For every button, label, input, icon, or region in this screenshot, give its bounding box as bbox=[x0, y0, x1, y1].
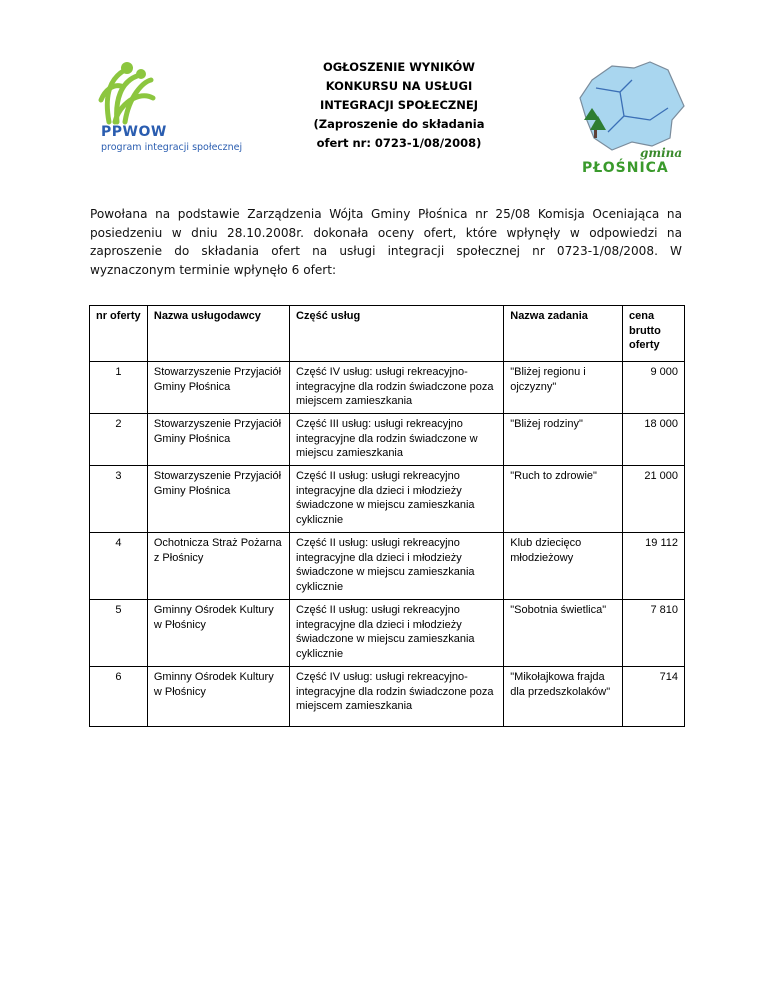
price: 19 112 bbox=[623, 533, 685, 600]
provider-name: Stowarzyszenie Przyjaciół Gminy Płośnica bbox=[147, 362, 289, 414]
provider-name: Gminny Ośrodek Kultury w Płośnicy bbox=[147, 667, 289, 727]
service-part: Część II usług: usługi rekreacyjno integracyjne dla dzieci i młodzieży świadczone w miejscu zamieszkania cyklicznie bbox=[290, 466, 504, 533]
ppwow-name: PPWOW bbox=[101, 124, 167, 140]
intro-paragraph: Powołana na podstawie Zarządzenia Wójta Gminy Płośnica nr 25/08 Komisja Oceniająca na posiedzeniu w dniu 28.10.2008r. dokonała oceny ofert, które wpłynęły w odpowiedzi na zaproszenie do składania ofert na usługi integracji społecznej nr 0723-1/08/2008. W wyznaczonym terminie wpłynęło 6 ofert: bbox=[90, 207, 682, 277]
map-icon bbox=[572, 58, 690, 158]
offers-table bbox=[89, 305, 685, 727]
service-part: Część II usług: usługi rekreacyjno integracyjne dla dzieci i młodzieży świadczone w miejscu zamieszkania cyklicznie bbox=[290, 533, 504, 600]
plosnica-word: PŁOŚNICA bbox=[582, 160, 669, 176]
ppwow-logo bbox=[95, 60, 275, 160]
service-part: Część II usług: usługi rekreacyjno integracyjne dla dzieci i młodzieży świadczone w miejscu zamieszkania cyklicznie bbox=[290, 600, 504, 667]
table-row bbox=[90, 533, 685, 600]
announcement-title bbox=[288, 58, 510, 153]
service-part: Część IV usług: usługi rekreacyjno-integracyjne dla rodzin świadczone poza miejscem zamieszkania bbox=[290, 667, 504, 727]
price: 18 000 bbox=[623, 414, 685, 466]
offer-number: 1 bbox=[90, 362, 148, 414]
title-line: INTEGRACJI SPOŁECZNEJ bbox=[319, 98, 479, 112]
gmina-plosnica-logo bbox=[572, 58, 690, 178]
service-part: Część IV usług: usługi rekreacyjno-integracyjne dla rodzin świadczone poza miejscem zamieszkania bbox=[290, 362, 504, 414]
price: 7 810 bbox=[623, 600, 685, 667]
table-row bbox=[90, 466, 685, 533]
provider-name: Stowarzyszenie Przyjaciół Gminy Płośnica bbox=[147, 466, 289, 533]
gmina-word: gmina bbox=[640, 146, 683, 160]
table-row bbox=[90, 667, 685, 727]
task-name: "Bliżej regionu i ojczyzny" bbox=[504, 362, 623, 414]
title-line: KONKURSU NA USŁUGI bbox=[325, 79, 473, 93]
offer-number: 5 bbox=[90, 600, 148, 667]
header-offer-number: nr oferty bbox=[90, 306, 148, 362]
ppwow-tree-icon bbox=[95, 60, 275, 130]
header-task-name: Nazwa zadania bbox=[504, 306, 623, 362]
provider-name: Gminny Ośrodek Kultury w Płośnicy bbox=[147, 600, 289, 667]
price: 714 bbox=[623, 667, 685, 727]
header-provider: Nazwa usługodawcy bbox=[147, 306, 289, 362]
task-name: "Bliżej rodziny" bbox=[504, 414, 623, 466]
task-name: "Mikołajkowa frajda dla przedszkolaków" bbox=[504, 667, 623, 727]
table-header-row bbox=[90, 306, 685, 362]
task-name: Klub dziecięco młodzieżowy bbox=[504, 533, 623, 600]
task-name: "Ruch to zdrowie" bbox=[504, 466, 623, 533]
price: 9 000 bbox=[623, 362, 685, 414]
service-part: Część III usług: usługi rekreacyjno integracyjne dla rodzin świadczone w miejscu zamieszkania bbox=[290, 414, 504, 466]
price: 21 000 bbox=[623, 466, 685, 533]
table-row bbox=[90, 600, 685, 667]
offer-number: 2 bbox=[90, 414, 148, 466]
provider-name: Stowarzyszenie Przyjaciół Gminy Płośnica bbox=[147, 414, 289, 466]
ppwow-subtitle: program integracji społecznej bbox=[101, 142, 243, 153]
header-price: cena brutto oferty bbox=[623, 306, 685, 362]
title-line: ofert nr: 0723-1/08/2008) bbox=[316, 136, 482, 150]
title-line: (Zaproszenie do składania bbox=[313, 117, 485, 131]
provider-name: Ochotnicza Straż Pożarna z Płośnicy bbox=[147, 533, 289, 600]
task-name: "Sobotnia świetlica" bbox=[504, 600, 623, 667]
offer-number: 4 bbox=[90, 533, 148, 600]
offer-number: 3 bbox=[90, 466, 148, 533]
header-service-part: Część usług bbox=[290, 306, 504, 362]
table-row bbox=[90, 362, 685, 414]
offer-number: 6 bbox=[90, 667, 148, 727]
table-row bbox=[90, 414, 685, 466]
title-line: OGŁOSZENIE WYNIKÓW bbox=[323, 60, 475, 74]
